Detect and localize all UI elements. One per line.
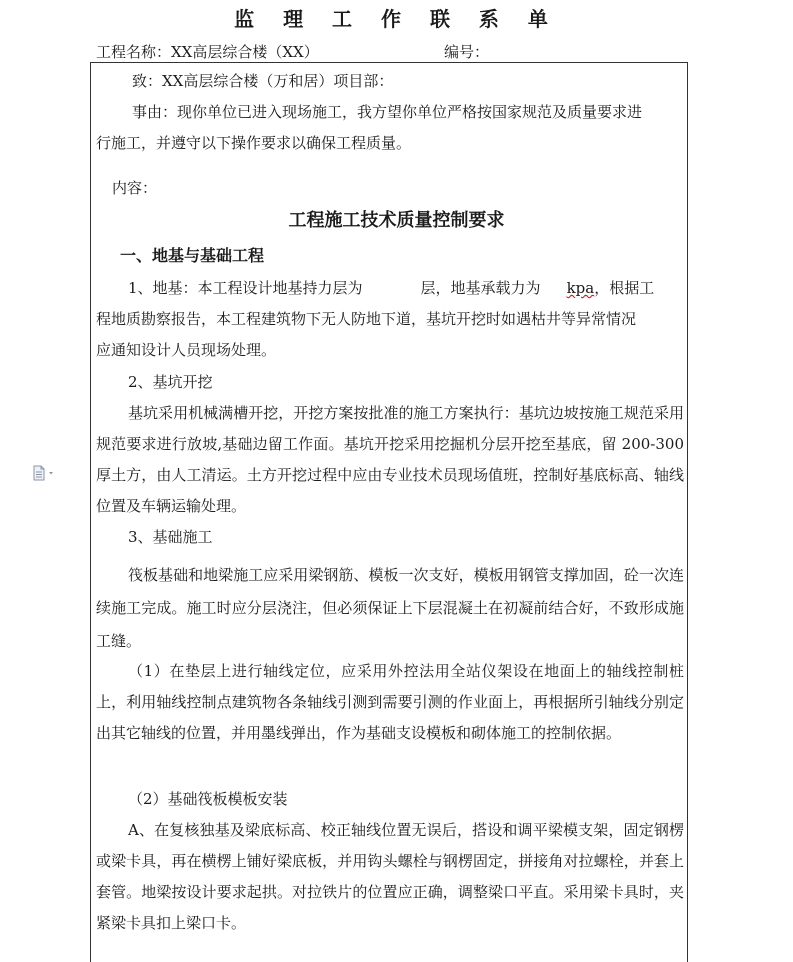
document-options-icon[interactable] xyxy=(33,465,57,481)
p1-text-c: ，根据工 xyxy=(594,279,655,297)
p1-text-a: 1、地基：本工程设计地基持力层为 xyxy=(128,279,363,297)
item-raft-formwork: （2）基础筏板模板安装 xyxy=(128,790,288,808)
content-label: 内容： xyxy=(112,179,158,197)
paragraph-excavation: 基坑采用机械满槽开挖，开挖方案按批准的施工方案执行：基坑边坡按施工规范采用规范要求进行放坡,基础边留工作面。基坑开挖采用挖掘机分层开挖至基底，留 200-300厚土方，由人工清运。土方开挖过程中应由专业技术员现场值班，控制好基底标高、轴线位置及车辆运输处理。 xyxy=(96,404,684,515)
recipient-line: 致：XX高层综合楼（万和居）项目部： xyxy=(132,72,394,90)
paragraph-foundation-line-2: 程地质勘察报告，本工程建筑物下无人防地下道，基坑开挖时如遇枯井等异常情况 xyxy=(96,310,637,328)
matter-line-2: 行施工，并遵守以下操作要求以确保工程质量。 xyxy=(96,134,412,152)
paragraph-foundation-line-1 xyxy=(96,273,684,304)
paragraph-foundation-construction: 筏板基础和地梁施工应采用梁钢筋、模板一次支好，模板用钢管支撑加固，砼一次连续施工完成。施工时应分层浇注，但必须保证上下层混凝土在初凝前结合好，不致形成施工缝。 xyxy=(96,566,684,650)
project-name-label: 工程名称：XX高层综合楼（XX） xyxy=(96,43,319,61)
item-foundation-construction: 3、基础施工 xyxy=(128,528,213,546)
document-number-label: 编号： xyxy=(444,43,490,61)
p1-text-b: 层，地基承载力为 xyxy=(420,279,541,297)
item-pit-excavation: 2、基坑开挖 xyxy=(128,373,213,391)
paragraph-foundation-line-3: 应通知设计人员现场处理。 xyxy=(96,341,277,359)
p1-kpa-unit: kpa xyxy=(566,279,595,297)
document-title: 监 理 工 作 联 系 单 xyxy=(234,7,559,31)
heading-foundation: 一、地基与基础工程 xyxy=(120,246,265,265)
paragraph-axis-positioning: （1）在垫层上进行轴线定位，应采用外控法用全站仪架设在地面上的轴线控制桩上，利用轴线控制点建筑物各条轴线引测到需要引测的作业面上，再根据所引轴线分别定出其它轴线的位置，并用墨线弹出，作为基础支设模板和砌体施工的控制依据。 xyxy=(96,662,684,742)
paragraph-formwork-installation: A、在复核独基及梁底标高、校正轴线位置无误后，搭设和调平梁模支架，固定钢楞或梁卡具，再在横楞上铺好梁底板，并用钩头螺栓与钢楞固定，拼接角对拉螺栓，并套上套管。地梁按设计要求起拱。对拉铁片的位置应正确，调整梁口平直。采用梁卡具时，夹紧梁卡具扣上梁口卡。 xyxy=(96,821,684,932)
matter-line-1: 事由：现你单位已进入现场施工，我方望你单位严格按国家规范及质量要求进 xyxy=(132,103,643,121)
section-title: 工程施工技术质量控制要求 xyxy=(288,210,505,231)
